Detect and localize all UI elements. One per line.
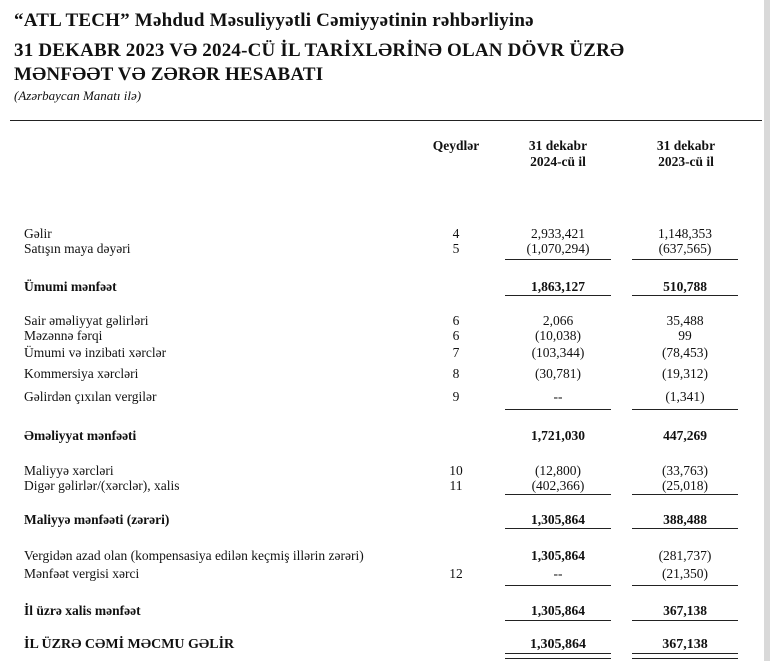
total-rule-2023 [632, 295, 738, 296]
row-operating-profit [0, 428, 770, 446]
row-label: Ümumi mənfəət [24, 279, 117, 294]
row-label: İL ÜZRƏ CƏMİ MƏCMU GƏLİR [24, 637, 235, 652]
value-2024: 1,305,864 [531, 603, 585, 618]
value-2024: (30,781) [534, 366, 582, 381]
value-2024: 2,066 [542, 313, 574, 328]
column-header-notes [418, 138, 494, 154]
report-title-line3: MƏNFƏƏT VƏ ZƏRƏR HESABATI [14, 64, 324, 85]
subtotal-rule-2023 [632, 259, 738, 260]
report-title-line2: 31 DEKABR 2023 VƏ 2024-CÜ İL TARİXLƏRİNƏ OLAN DÖVR ÜZRƏ [14, 40, 625, 61]
value-2023: (33,763) [661, 463, 709, 478]
report-title-line1: “ATL TECH” Məhdud Məsuliyyətli Cəmiyyətinin rəhbərliyinə [14, 10, 534, 31]
value-2023: (25,018) [661, 478, 709, 493]
row-note: 5 [452, 241, 460, 256]
row-deductible-taxes [0, 389, 770, 407]
value-2023: (1,341) [665, 389, 705, 404]
value-2024: (103,344) [531, 345, 585, 360]
subtotal-rule-2024 [505, 259, 611, 260]
subtotal-rule-2023 [632, 494, 738, 495]
row-note: 7 [452, 345, 460, 360]
row-label: Mənfəət vergisi xərci [24, 566, 140, 581]
value-2024: 1,863,127 [531, 279, 585, 294]
row-commercial-expenses [0, 366, 770, 384]
value-2023: 99 [678, 328, 692, 343]
row-label: Gəlir [24, 226, 52, 241]
row-note: 8 [452, 366, 460, 381]
total-rule-2023 [632, 620, 738, 621]
value-2024: 1,305,864 [531, 548, 585, 563]
total-rule-2023 [632, 528, 738, 529]
row-cost-of-sales [0, 241, 770, 259]
row-label: Satışın maya dəyəri [24, 241, 131, 256]
row-label: Kommersiya xərcləri [24, 366, 139, 381]
row-label: Ümumi və inzibati xərclər [24, 345, 167, 360]
row-label: Gəlirdən çıxılan vergilər [24, 389, 157, 404]
value-2024: (402,366) [531, 478, 585, 493]
row-label: Digər gəlirlər/(xərclər), xalis [24, 478, 180, 493]
row-fx-difference [0, 328, 770, 346]
value-2023: (19,312) [661, 366, 709, 381]
column-header-2024-year: 2024-cü il [530, 154, 586, 169]
row-net-profit [0, 603, 770, 621]
row-note: 11 [449, 478, 463, 493]
subtotal-rule-2023 [632, 409, 738, 410]
value-2024: -- [553, 389, 563, 404]
row-label: Sair əməliyyat gəlirləri [24, 313, 149, 328]
value-2023: 388,488 [663, 512, 707, 527]
value-2024: 1,305,864 [531, 512, 585, 527]
column-header-2024 [500, 138, 616, 170]
value-2024: (12,800) [534, 463, 582, 478]
row-admin-expenses [0, 345, 770, 363]
value-2023: 367,138 [662, 637, 708, 652]
value-2023: (21,350) [661, 566, 709, 581]
value-2024: 2,933,421 [531, 226, 585, 241]
subtotal-rule-2024 [505, 409, 611, 410]
row-label: Əməliyyat mənfəəti [24, 428, 137, 443]
value-2023: 510,788 [663, 279, 707, 294]
row-label: Maliyyə mənfəəti (zərəri) [24, 512, 170, 527]
row-note: 12 [449, 566, 463, 581]
column-header-2023-year: 2023-cü il [658, 154, 714, 169]
subtotal-rule-2024 [505, 585, 611, 586]
row-label: İl üzrə xalis mənfəət [24, 603, 141, 618]
row-note: 9 [452, 389, 460, 404]
row-label: Vergidən azad olan (kompensasiya edilən keçmiş illərin zərəri) [24, 548, 364, 563]
currency-note: (Azərbaycan Manatı ilə) [14, 88, 142, 103]
total-rule-2024 [505, 620, 611, 621]
column-header-notes-label: Qeydlər [432, 138, 480, 153]
row-tax-exempt-loss-compensation [0, 548, 770, 566]
total-rule-2024 [505, 295, 611, 296]
column-header-2023 [628, 138, 744, 170]
value-2024: (10,038) [534, 328, 582, 343]
row-income-tax-expense [0, 566, 770, 584]
value-2024: 1,721,030 [531, 428, 585, 443]
column-header-2024-date: 31 dekabr [528, 138, 588, 153]
value-2024: (1,070,294) [526, 241, 590, 256]
header-divider [10, 120, 762, 121]
subtotal-rule-2023 [632, 585, 738, 586]
value-2023: 447,269 [663, 428, 707, 443]
row-note: 10 [449, 463, 463, 478]
row-label: Məzənnə fərqi [24, 328, 103, 343]
column-header-2023-date: 31 dekabr [656, 138, 716, 153]
row-note: 4 [452, 226, 460, 241]
grand-total-double-rule-2024 [505, 653, 611, 659]
value-2024: -- [553, 566, 563, 581]
row-note: 6 [452, 313, 460, 328]
value-2023: 367,138 [663, 603, 707, 618]
subtotal-rule-2024 [505, 494, 611, 495]
value-2023: (78,453) [661, 345, 709, 360]
value-2023: (637,565) [658, 241, 712, 256]
grand-total-double-rule-2023 [632, 653, 738, 659]
total-rule-2024 [505, 528, 611, 529]
row-note: 6 [452, 328, 460, 343]
value-2023: 35,488 [666, 313, 704, 328]
value-2024: 1,305,864 [530, 637, 586, 652]
row-label: Maliyyə xərcləri [24, 463, 114, 478]
value-2023: 1,148,353 [658, 226, 712, 241]
value-2023: (281,737) [658, 548, 712, 563]
